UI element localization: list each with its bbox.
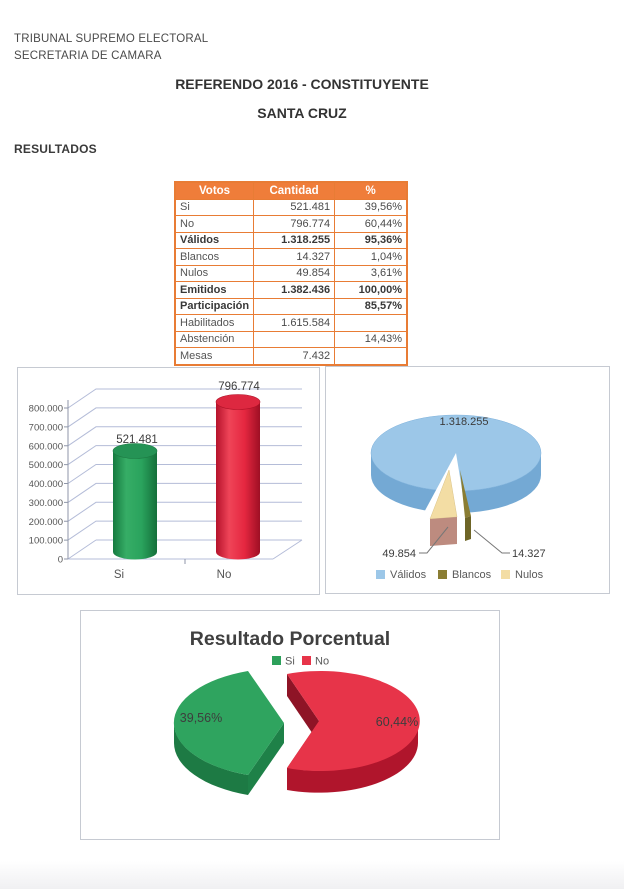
legend-label-nulos: Nulos	[515, 569, 544, 581]
table-row: Válidos 1.318.255 95,36%	[175, 232, 407, 249]
pie-chart-votes	[325, 366, 610, 594]
x-tick-si: Si	[113, 569, 125, 581]
table-header-row	[175, 182, 407, 199]
bar-si	[113, 444, 157, 560]
svg-text:300.000: 300.000	[28, 497, 63, 509]
percent-legend	[272, 656, 329, 668]
table-row: Emitidos 1.382.436 100,00%	[175, 282, 407, 299]
table-row: Blancos 14.327 1,04%	[175, 249, 407, 266]
legend-swatch-no	[302, 656, 311, 665]
table-row: Abstención 14,43%	[175, 331, 407, 348]
leader-line-blancos	[474, 530, 510, 553]
pie-percent-svg	[81, 611, 497, 837]
bar-no	[216, 395, 260, 560]
results-label: RESULTADOS	[14, 142, 97, 156]
bar-chart	[17, 367, 320, 595]
legend-label-validos: Válidos	[390, 569, 427, 581]
svg-text:600.000: 600.000	[28, 441, 63, 453]
percent-label-si: 39,56%	[179, 711, 223, 725]
bar-chart-svg	[18, 368, 317, 592]
chart-title: Resultado Porcentual	[189, 628, 391, 650]
svg-text:400.000: 400.000	[28, 479, 63, 490]
table-row: Mesas 7.432	[175, 348, 407, 365]
svg-text:100.000: 100.000	[28, 535, 63, 547]
pie-chart-percent	[80, 610, 500, 840]
table-row: Habilitados 1.615.584	[175, 315, 407, 332]
percent-slice-si	[174, 671, 284, 795]
percent-label-no: 60,44%	[375, 715, 419, 729]
gridlines	[68, 389, 302, 559]
pie-votes-svg	[326, 367, 607, 591]
svg-text:500.000: 500.000	[28, 460, 63, 472]
pie-value-nulos: 49.854	[382, 548, 416, 560]
bar-value-label-no: 796.774	[218, 381, 260, 393]
col-votos: Votos	[175, 182, 254, 199]
pie-value-validos: 1.318.255	[439, 416, 489, 428]
legend-swatch-si	[272, 656, 281, 665]
table-row: Si 521.481 39,56%	[175, 199, 407, 216]
svg-text:200.000: 200.000	[28, 516, 63, 528]
org-name: TRIBUNAL SUPREMO ELECTORAL	[14, 33, 209, 45]
percent-slice-no	[287, 671, 420, 793]
y-axis-ticks	[29, 404, 63, 566]
table-row: Participación 85,57%	[175, 298, 407, 315]
svg-text:700.000: 700.000	[28, 422, 63, 434]
legend-swatch-validos	[376, 570, 385, 579]
legend-label-no: No	[315, 655, 330, 668]
pie-slice-validos	[371, 415, 541, 520]
legend-label-blancos: Blancos	[452, 569, 492, 581]
results-table	[174, 181, 408, 366]
svg-text:800.000: 800.000	[28, 403, 63, 415]
bar-value-label-si: 521.481	[116, 434, 158, 446]
page-header	[14, 31, 208, 65]
dept-name: SECRETARIA DE CAMARA	[14, 50, 162, 62]
col-cantidad: Cantidad	[254, 182, 335, 199]
report-title: REFERENDO 2016 - CONSTITUYENTE	[175, 76, 429, 92]
pie-value-blancos: 14.327	[512, 548, 546, 560]
col-pct: %	[335, 182, 408, 199]
legend-label-si: Si	[285, 655, 295, 668]
pie-legend	[376, 569, 544, 581]
table-row: Nulos 49.854 3,61%	[175, 265, 407, 282]
x-tick-no: No	[216, 569, 232, 581]
report-subtitle: SANTA CRUZ	[257, 105, 347, 121]
legend-swatch-nulos	[501, 570, 510, 579]
svg-text:0: 0	[57, 554, 63, 566]
legend-swatch-blancos	[438, 570, 447, 579]
table-row: No 796.774 60,44%	[175, 216, 407, 233]
